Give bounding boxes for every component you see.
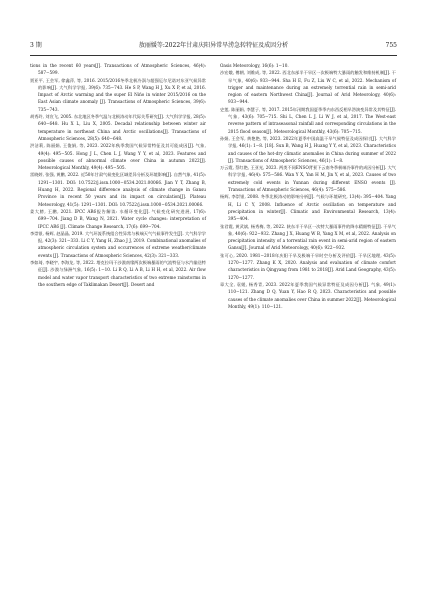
reference-entry: 张可心, 2020. 1981−2018年庆阳干旱及极端干旱时空分析及评价[J]. 干旱区地理, 43(5): 1270−1277. Zhang K X, 2020. Analysis and evaluation of climate comfort characteristics in Qingyang from 1981 to 2018[J]. Arid Land Geography, 43(5): 1270−1277. — [220, 252, 396, 280]
running-title: 敖丽媛等:2022年甘肃庆阳异常旱涝急转特征及成因分析 — [138, 42, 289, 49]
reference-entry: 孙娟, 王会军, 黄艳艳, 等, 2023. 2022年夏季中国高温干旱气候特征及成因探讨[J]. 大气科学学报, 46(1): 1−8. [18]. Sun B, Wang H J, Huang Y Y, et al, 2023. Characteristics and causes of the hot-dry climatic anomalies in China during summer of 2022 [J]. Transactions of Atmospheric Sciences, 46(1): 1−8. — [220, 135, 396, 163]
running-header — [30, 40, 397, 52]
reference-entry: 史莲, 陈丽娟, 李慧子, 等, 2017. 2015年汛期我国夏季季内东西反相旱涝演变异常及其特征[J]. 气象, 43(6): 705−715. Shi L, Chen L J, Li W J, et al, 2017. The West-east reverse pattern of intraseasonal rainfall and corresponding circulations in the 2015 flood season[J]. Meteorological Monthly, 43(6): 705−715. — [220, 106, 396, 134]
reference-entry: 沙宏娥, 傅朝, 刘维成, 等, 2022. 西北东部半干旱区一次极端特大暴雨的触发和维持机制[J]. 干旱气象, 40(6): 933−944. Sha H E, Fu Z, Liu W C, et al, 2022. Mechanism of trigger and maintenance during an extremely torrential rain in semi-arid region of eastern Northwest China[J]. Journal of Arid Meteorology, 40(6): 933−944. — [220, 70, 396, 105]
reference-entry: 万云霞, 蔡红艳, 王亚光, 2023. 两类不同ENSO背景下云南冬季极端冷事件的成因分析[J]. 大气科学学报, 46(4): 575−586. Wan Y X, Yan H M, Jin Y, et al, 2023. Causes of two extremely cold events in Yunnan during different ENSO events [J]. Transactions of Atmospheric Sciences, 46(4): 575−586. — [220, 165, 396, 193]
reference-entry: Oasis Meteorology, 16(6): 1−10. — [220, 63, 289, 68]
header-rule — [30, 55, 397, 56]
right-column — [220, 62, 396, 310]
reference-entry: 章大全, 袁媛, 杨秀青, 2023. 2022年夏季我国气候异常特征及成因分析[J]. 气象, 49(1): 110−121. Zhang D Q, Yuan Y, Hao R Q, 2023. Characteristics and possible causes of the climate anomalies over China in summer 2022[J]. Meteorological Monthly, 49(1): 110−121. — [220, 281, 396, 309]
reference-entry: 洪洁莉, 陈丽娟, 王俊娟, 等, 2023. 2022年秋季我国气候异常特征及其可能成因[J]. 气象, 49(4): 495−505. Hong J L, Chen L J, Wang Y Y, et al, 2023. Features and possible causes of abnormal climate over China in autumn 2022[J]. Meteorological Monthly, 49(4): 495−505. — [30, 143, 206, 171]
reference-entry: tions in the recent 60 years[J]. Transactions of Atmospheric Sciences, 46(4): 587−599. — [30, 63, 206, 76]
issue-label: 3 期 — [30, 42, 42, 49]
page-number: 755 — [385, 42, 397, 49]
reference-entry: 雷晓婷, 张强, 黄鹏, 2022. 近50年甘肃气候变化区域差异分析及环境影响[J]. 自然气象, 41(5): 1291−1301. DOI: 10.7522/j.issn.1000−0534.2021.00066. Jian Y T, Zhang B, Huang H, 2022. Regional difference analysis of climate change in Gansu Province in recent 50 years and its impact on circulation[J]. Plateau Meteorology, 41(5): 1291−1301. DOI: 10.7522/j.issn.1000−0534.2021.00066. — [30, 172, 206, 207]
reference-entry: 张君霞, 黄武斌, 杨秀梅, 等, 2022. 陕东半干旱区一次特大暴雨事件的降水精细特征[J]. 干旱气象, 40(6): 922−932. Zhang J X, Huang W B, Yang X M, et al, 2022. Analysis on precipitation intensity of a torrential rain event in semi-arid region of eastern Gansu[J]. Journal of Arid Meteorology, 40(6): 922−932. — [220, 223, 396, 251]
reference-entry: 贾亚平, 王会军, 徐鑫萍, 等, 2016. 2015/2016冬季北极冷涡与超强厄尔尼诺对东亚气候异常的影响[J]. 大气科学学报, 39(6): 735−743. He S P, Wang H J, Xu X P, et al, 2016. Impact of Arctic warming and the super El Niño in winter 2015/2016 on the East Asian climate anomaly [J]. Transactions of Atmospheric Sciences, 39(6): 735−743. — [30, 77, 206, 112]
reference-entry: 姜大膀, 王鹏, 2021. IPCC AR6报告解读: 水循环变化[J]. 气候变化研究进展, 17(6): 699−704. Jiang D B, Wang N, 2021. Water cycle changes: interpretation of IPCC AR6 [J]. Climate Change Research, 17(6): 699−704. — [30, 208, 206, 229]
reference-entry: 杨辉, 李崇银, 2008. 冬季北极涛动的影响分析[J]. 气候与环境研究, 13(4): 395−404. Yang H, Li C Y, 2008. Influence of Arctic oscillation on temperature and precipitation in winter[J]. Climatic and Environmental Research, 13(4): 395−404. — [220, 194, 396, 222]
left-column — [30, 62, 206, 288]
reference-entry: 胡秀玲, 刘宣飞, 2005. 东北地区冬季气温与北极涛动年代际关系研究[J]. 大气科学学报, 28(5): 640−648. Hu X L, Liu X, 2005. Decadal relationship between winter air temperature in northeast China and Arctic oscillations[J]. Transactions of Atmospheric Sciences, 28(5): 640−648. — [30, 114, 206, 141]
reference-entry: 李崇银, 杨辉, 赵晶晶, 2019. 大气环流系统组合性异常与极端天气气候事件发生[J]. 大气科学学报, 42(3): 321−333. Li C Y, Yang H, Zhao J J, 2019. Combinational anomalies of atmospheric circulation system and occurrences of extreme weather/climate events [J]. Transactions of Atmospheric Sciences, 42(3): 321−333. — [30, 230, 206, 258]
reference-entry: 李如琦, 李晓宇, 李海龙, 等, 2022. 塔克拉玛干沙漠南缘两次极端暴雨的气流特征与水汽输送特征[J]. 沙漠与绿洲气象, 16(5): 1−10. Li R Q, Li A B, Li H H, et al, 2022. Air flow model and water vapor transport characteristics of two extreme rainstorms in the southern edge of Taklimakan Desert[J]. Desert and — [30, 260, 206, 287]
